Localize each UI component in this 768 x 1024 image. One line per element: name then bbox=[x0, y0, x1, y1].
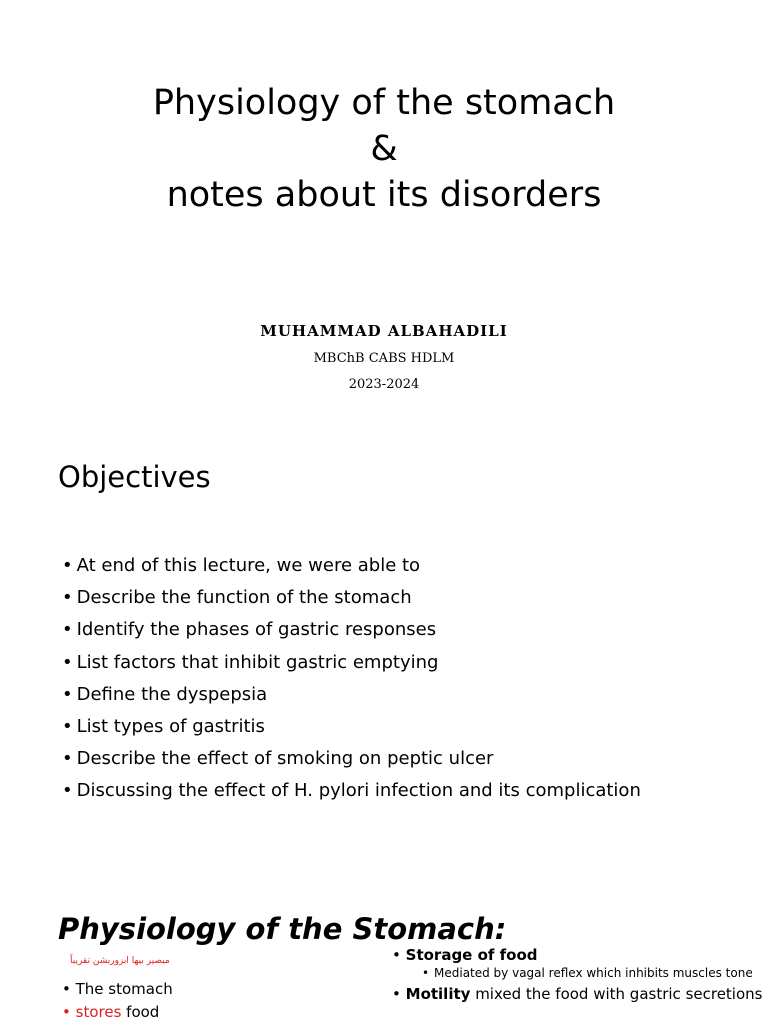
handwritten-note: ميصير بيها ابزوربشن تقريباً bbox=[70, 956, 170, 966]
physiology-slide bbox=[0, 890, 768, 1024]
storage-label: Storage of food bbox=[405, 946, 538, 964]
list-item: • List types of gastritis bbox=[62, 711, 641, 743]
author-name: MUHAMMAD ALBAHADILI bbox=[260, 322, 508, 340]
list-item: • Describe the function of the stomach bbox=[62, 582, 641, 614]
bullet-marker: • bbox=[392, 946, 401, 964]
list-item bbox=[392, 985, 762, 1004]
bullet-marker: • bbox=[62, 980, 71, 998]
objectives-list bbox=[62, 550, 641, 808]
list-item bbox=[62, 1001, 173, 1024]
list-item: • Discussing the effect of H. pylori infection and its complication bbox=[62, 775, 641, 807]
list-item: • Describe the effect of smoking on peptic ulcer bbox=[62, 743, 641, 775]
list-item bbox=[392, 946, 762, 965]
list-item: • Identify the phases of gastric responses bbox=[62, 614, 641, 646]
list-item-text: The stomach bbox=[75, 980, 173, 998]
list-item: • At end of this lecture, we were able to bbox=[62, 550, 641, 582]
title-line-1: Physiology of the stomach bbox=[152, 83, 616, 123]
bullet-marker: • bbox=[392, 985, 401, 1003]
presentation-title bbox=[0, 80, 768, 218]
sub-list-item: • Mediated by vagal reflex which inhibits muscles tone bbox=[422, 967, 762, 980]
author-degrees: MBChB CABS HDLM bbox=[313, 351, 455, 366]
motility-label: Motility bbox=[405, 985, 471, 1003]
list-item: • List factors that inhibit gastric emptying bbox=[62, 647, 641, 679]
highlighted-word: stores bbox=[75, 1003, 122, 1021]
title-line-3: notes about its disorders bbox=[166, 175, 602, 215]
motility-text: mixed the food with gastric secretions bbox=[470, 985, 763, 1003]
right-bullet-list bbox=[392, 946, 762, 1004]
objectives-heading: Objectives bbox=[58, 460, 211, 494]
title-slide bbox=[0, 0, 768, 420]
list-item bbox=[62, 978, 173, 1001]
objectives-slide bbox=[0, 420, 768, 890]
academic-year: 2023-2024 bbox=[348, 377, 420, 392]
bullet-marker: • bbox=[62, 1003, 71, 1021]
left-bullet-list bbox=[62, 978, 173, 1024]
physiology-heading: Physiology of the Stomach: bbox=[58, 912, 507, 946]
title-line-2: & bbox=[370, 129, 398, 169]
list-item: • Define the dyspepsia bbox=[62, 679, 641, 711]
list-item-text: food bbox=[121, 1003, 160, 1021]
